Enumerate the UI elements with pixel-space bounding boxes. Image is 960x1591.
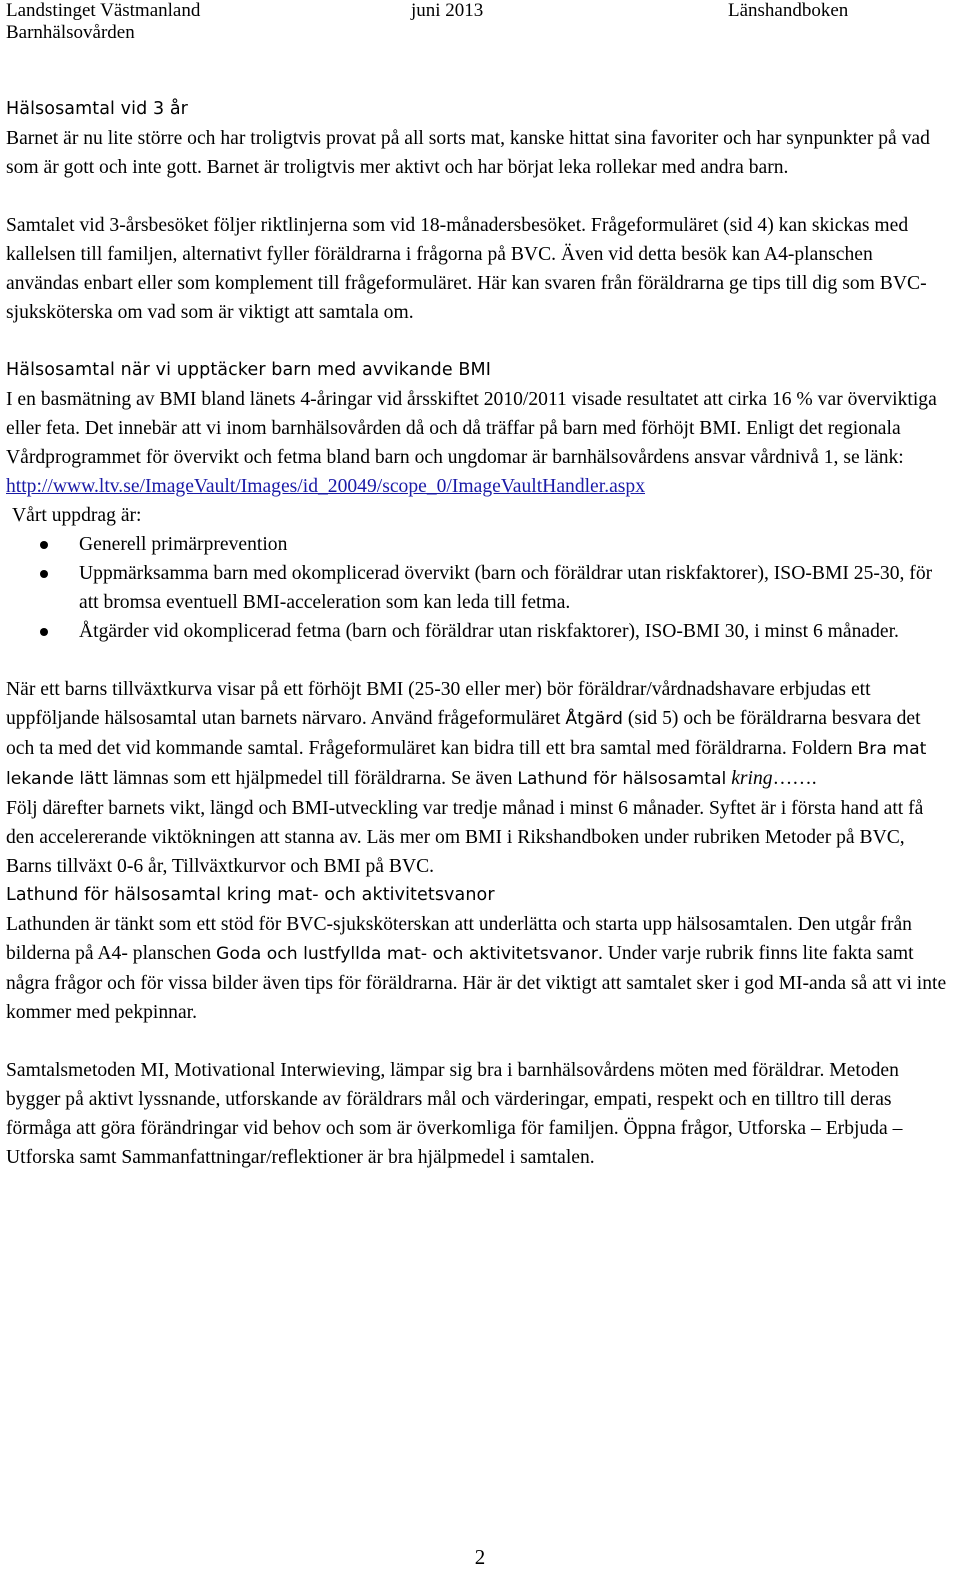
page-number: 2: [474, 1545, 486, 1569]
text-run: (sid 5) och be föräldrarna besvara det och ta med det vid kommande samtal. Frågeformuläret kan bidra till ett bra samtal med föräldrarna. Foldern: [6, 708, 921, 759]
vardprogram-link[interactable]: http://www.ltv.se/ImageVault/Images/id_20049/scope_0/ImageVaultHandler.aspx: [6, 476, 646, 497]
text-run: . Under varje rubrik finns lite fakta samt några frågor och för vissa bilder även tips för föräldrarna. Här är det viktigt att samtalet sker i god MI-anda så att vi inte kommer med pekpinnar.: [6, 943, 947, 1023]
text-run: Lathunden är tänkt som ett stöd för BVC-sjuksköterskan att underlätta och starta upp hälsosamtalen. Den utgår från bilderna på A4- planschen: [6, 914, 912, 964]
paragraph: [6, 910, 950, 1027]
lathund-reference: Lathund för hälsosamtal: [517, 769, 727, 789]
list-item-text: Generell primärprevention: [79, 534, 288, 555]
header-handbook: Länshandboken: [728, 0, 849, 21]
folder-name: Bra mat lekande lätt: [6, 739, 927, 789]
document-body: [6, 95, 950, 1172]
header-unit: Barnhälsovården: [6, 22, 135, 43]
paragraph: I en basmätning av BMI bland länets 4-åringar vid årsskiftet 2010/2011 visade resultatet att cirka 16 % var överviktiga eller feta. Det innebär att vi inom barnhälsovården då och då träffar på barn med förhöjt BMI. Enligt det regionala Vårdprogrammet för övervikt och fetma bland barn och ungdomar är barnhälsovårdens ansvar vårdnivå 1, se länk:: [6, 389, 937, 468]
section-heading: Lathund för hälsosamtal kring mat- och aktivitetsvanor: [6, 885, 495, 905]
bullet-icon: [40, 541, 48, 549]
bullet-icon: [40, 570, 48, 578]
text-run: kring: [726, 768, 773, 789]
section-heading: Hälsosamtal vid 3 år: [6, 99, 188, 119]
page-header: [0, 0, 960, 46]
section-bmi: [6, 356, 950, 501]
header-organization: Landstinget Västmanland: [6, 0, 201, 21]
paragraph-mi: Samtalsmetoden MI, Motivational Interwieving, lämpar sig bra i barnhälsovårdens möten med föräldrar. Metoden bygger på aktivt lyssnande, utforskande av föräldrars mål och värderingar, empati, respekt och en tilltro till deras förmåga att göra förändringar vid behov och som är överkomliga för familjen. Öppna frågor, Utforska – Erbjuda – Utforska samt Sammanfattningar/reflektioner är bra hjälpmedel i samtalen.: [6, 1060, 903, 1168]
section-lathund: [6, 881, 950, 1027]
paragraph-followup-talk: [6, 675, 950, 794]
text-run: När ett barns tillväxtkurva visar på ett förhöjt BMI (25-30 eller mer) bör föräldrar/vårdnadshavare erbjudas ett uppföljande hälsosamtal utan barnets närvaro. Använd frågeformuläret: [6, 679, 871, 729]
form-name: Åtgärd: [565, 709, 623, 729]
paragraph: Samtalet vid 3-årsbesöket följer riktlinjerna som vid 18-månadersbesöket. Frågeformuläret (sid 4) kan skickas med kallelsen till familjen, alternativt fyller föräldrarna i frågorna på BVC. Även vid detta besök kan A4-planschen användas enbart eller som komplement till frågeformuläret. Här kan svaren från föräldrarna ge tips till dig som BVC-sjuksköterska om vad som är viktigt att samtala om.: [6, 215, 927, 323]
uppdrag-list: [6, 530, 950, 646]
text-run: …….: [772, 768, 817, 789]
paragraph: Barnet är nu lite större och har troligtvis provat på all sorts mat, kanske hittat sina favoriter och har synpunkter på vad som är gott och inte gott. Barnet är troligtvis mer aktivt och har börjat leka rollekar med andra barn.: [6, 128, 930, 178]
uppdrag-label: Vårt uppdrag är:: [12, 505, 142, 526]
header-date: juni 2013: [411, 0, 484, 21]
bullet-icon: [40, 628, 48, 636]
list-item-text: Uppmärksamma barn med okomplicerad övervikt (barn och föräldrar utan riskfaktorer), ISO-BMI 25-30, för att bromsa eventuell BMI-acceleration som kan leda till fetma.: [79, 563, 933, 613]
text-run: lämnas som ett hjälpmedel till föräldrarna. Se även: [108, 768, 518, 789]
section-heading: Hälsosamtal när vi upptäcker barn med avvikande BMI: [6, 360, 491, 380]
section-3-year-followup: [6, 211, 950, 327]
list-item: [6, 617, 950, 646]
list-item-text: Åtgärder vid okomplicerad fetma (barn och föräldrar utan riskfaktorer), ISO-BMI 30, i minst 6 månader.: [79, 621, 899, 642]
list-item: [6, 559, 950, 617]
section-3-year: [6, 95, 950, 182]
poster-title: Goda och lustfyllda mat- och aktivitetsvanor: [216, 944, 598, 964]
paragraph-monitoring: Följ därefter barnets vikt, längd och BMI-utveckling var tredje månad i minst 6 månader. Syftet är i första hand att få den accelererande viktökningen att stanna av. Läs mer om BMI i Rikshandboken under rubriken Metoder på BVC, Barns tillväxt 0-6 år, Tillväxtkurvor och BMI på BVC.: [6, 798, 924, 877]
list-item: [6, 530, 950, 559]
